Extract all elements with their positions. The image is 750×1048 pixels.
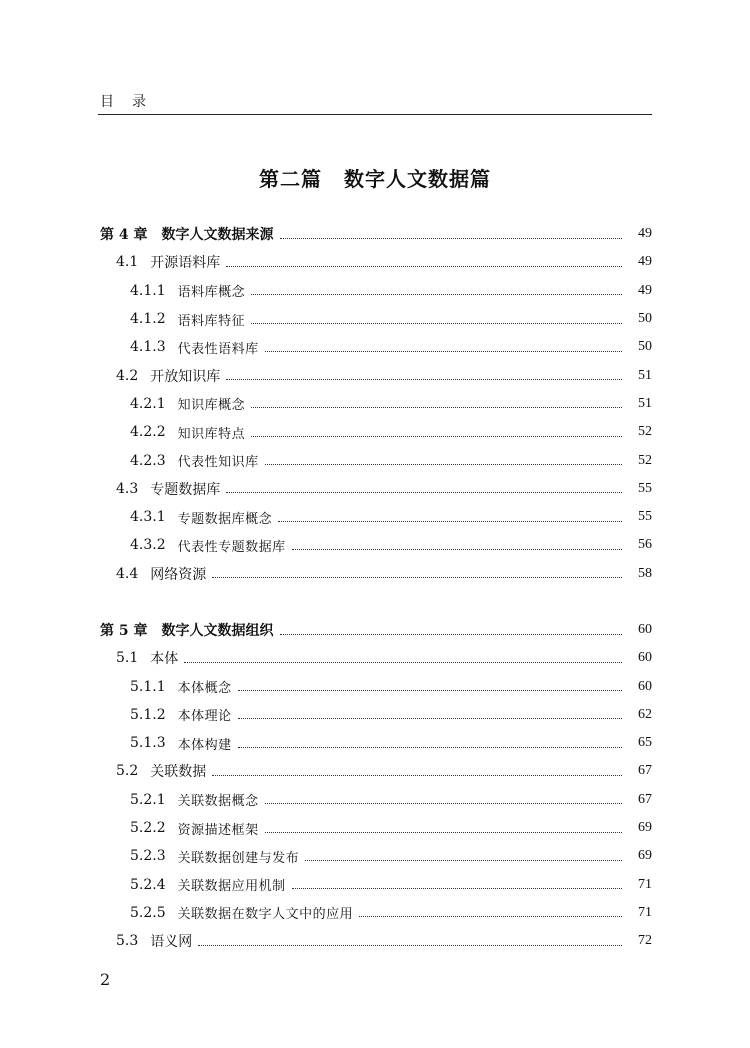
- toc-entry-number: 5.2.1: [130, 791, 166, 808]
- toc-entry[interactable]: [100, 503, 652, 531]
- toc-entry-title: 数字人文数据组织: [161, 623, 274, 639]
- dot-leader: [305, 846, 622, 861]
- toc-entry-number: 4.1: [116, 254, 139, 271]
- dot-leader: [251, 393, 622, 408]
- toc-entry-title: 开放知识库: [150, 368, 221, 385]
- toc-entry-title: 关联数据在数字人文中的应用: [177, 907, 354, 923]
- toc-entry-page: 71: [638, 904, 652, 920]
- toc-entry-page: 67: [638, 791, 652, 807]
- toc-entry[interactable]: [100, 560, 652, 588]
- toc-entry-page: 71: [638, 876, 652, 892]
- toc-entry-number: 第 5 章: [100, 623, 148, 639]
- toc-entry-number: 5.2.5: [130, 904, 166, 921]
- dot-leader: [212, 761, 622, 776]
- part-title: [0, 163, 750, 192]
- dot-leader: [238, 676, 622, 691]
- toc-entry-number: 5.2.2: [130, 820, 166, 837]
- toc-entry[interactable]: [100, 305, 652, 333]
- toc-entry-page: 72: [638, 933, 652, 949]
- toc-entry[interactable]: [100, 531, 652, 559]
- toc-entry[interactable]: [100, 814, 652, 842]
- toc-entry-number: 5.1.3: [130, 735, 166, 752]
- toc-entry-number: 第 4 章: [100, 227, 148, 244]
- dot-leader: [292, 874, 622, 889]
- toc-entry-page: 69: [638, 848, 652, 864]
- toc-entry-number: 5.3: [116, 933, 139, 950]
- dot-leader: [280, 620, 623, 635]
- toc-entry-page: 62: [638, 706, 652, 722]
- toc-entry-number: 5.1.1: [130, 678, 166, 695]
- toc-entry-title: 语料库特征: [177, 313, 246, 329]
- toc-entry-page: 67: [638, 763, 652, 779]
- toc-entry[interactable]: [100, 786, 652, 814]
- dot-leader: [238, 733, 622, 748]
- toc-entry-number: 5.2.3: [130, 848, 166, 865]
- toc-entry-title: 专题数据库: [150, 481, 221, 498]
- toc-entry-page: 55: [638, 509, 652, 525]
- toc-entry-number: 4.2: [116, 367, 139, 384]
- toc-entry-page: 52: [638, 424, 652, 440]
- toc-entry-number: 4.2.3: [130, 452, 166, 469]
- part-label: 第二篇: [259, 167, 322, 191]
- toc-entry-page: 51: [638, 395, 652, 411]
- toc-entry[interactable]: [100, 475, 652, 503]
- dot-leader: [251, 422, 622, 437]
- toc-entry-page: 49: [638, 226, 652, 242]
- dot-leader: [226, 365, 622, 380]
- toc-entry[interactable]: [100, 418, 652, 446]
- toc-entry[interactable]: [100, 729, 652, 757]
- page-number: 2: [100, 970, 111, 989]
- toc-entry-number: 5.1: [116, 650, 139, 667]
- toc-entry-number: 4.1.2: [130, 311, 166, 328]
- toc-entry-title: 代表性专题数据库: [177, 539, 286, 555]
- toc-entry-title: 关联数据创建与发布: [177, 850, 300, 866]
- toc-entry-page: 55: [638, 480, 652, 496]
- toc-entry[interactable]: [100, 446, 652, 474]
- toc-entry-number: 5.2.4: [130, 876, 166, 893]
- toc-entry-page: 58: [638, 565, 652, 581]
- toc-entry[interactable]: [100, 927, 652, 955]
- toc-entry[interactable]: [100, 871, 652, 899]
- toc-entry[interactable]: [100, 333, 652, 361]
- dot-leader: [184, 648, 622, 663]
- header-left: 目: [100, 94, 116, 110]
- toc-entry-title: 关联数据概念: [177, 794, 259, 810]
- header-right: 录: [132, 94, 148, 110]
- toc-entry-title: 知识库特点: [177, 426, 246, 442]
- dot-leader: [280, 224, 623, 239]
- toc-chapter-entry[interactable]: [100, 616, 652, 644]
- toc-entry[interactable]: [100, 277, 652, 305]
- toc-entry[interactable]: [100, 842, 652, 870]
- toc-entry-title: 网络资源: [150, 566, 207, 583]
- toc-entry-number: 4.3.2: [130, 537, 166, 554]
- toc-entry-number: 4.2.2: [130, 424, 166, 441]
- toc-entry-number: 4.3: [116, 480, 139, 497]
- dot-leader: [251, 280, 622, 295]
- toc-entry-title: 语义网: [150, 934, 193, 951]
- dot-leader: [238, 704, 622, 719]
- toc-entry-title: 语料库概念: [177, 285, 246, 301]
- table-of-contents: [100, 220, 652, 955]
- toc-entry-page: 50: [638, 339, 652, 355]
- toc-entry-page: 56: [638, 537, 652, 553]
- dot-leader: [212, 563, 622, 578]
- toc-entry[interactable]: [100, 757, 652, 785]
- toc-entry-title: 代表性语料库: [177, 341, 259, 357]
- toc-entry-title: 本体概念: [177, 681, 232, 697]
- toc-entry-title: 本体理论: [177, 709, 232, 725]
- toc-entry-page: 60: [638, 650, 652, 666]
- toc-entry-number: 4.4: [116, 565, 139, 582]
- toc-entry[interactable]: [100, 672, 652, 700]
- toc-entry-page: 52: [638, 452, 652, 468]
- part-name: 数字人文数据篇: [344, 167, 491, 191]
- toc-entry-title: 本体: [150, 651, 179, 668]
- toc-entry-page: 60: [638, 622, 652, 637]
- toc-entry-title: 知识库概念: [177, 398, 246, 414]
- dot-leader: [278, 507, 622, 522]
- toc-entry-page: 69: [638, 820, 652, 836]
- toc-entry-number: 5.1.2: [130, 706, 166, 723]
- toc-entry-page: 60: [638, 678, 652, 694]
- toc-entry-page: 65: [638, 735, 652, 751]
- toc-entry-page: 49: [638, 254, 652, 270]
- dot-leader: [265, 337, 622, 352]
- dot-leader: [265, 450, 622, 465]
- dot-leader: [198, 931, 622, 946]
- toc-entry-title: 开源语料库: [150, 255, 221, 272]
- toc-entry-title: 代表性知识库: [177, 455, 259, 471]
- dot-leader: [226, 478, 622, 493]
- toc-entry-title: 本体构建: [177, 737, 232, 753]
- toc-entry-page: 49: [638, 282, 652, 298]
- dot-leader: [359, 902, 622, 917]
- toc-entry-title: 数字人文数据来源: [161, 227, 274, 244]
- toc-entry-title: 关联数据: [150, 764, 207, 781]
- toc-entry-number: 4.2.1: [130, 395, 166, 412]
- toc-entry-title: 关联数据应用机制: [177, 879, 286, 895]
- toc-entry[interactable]: [100, 644, 652, 672]
- toc-entry-page: 50: [638, 311, 652, 327]
- toc-entry-number: 4.1.3: [130, 339, 166, 356]
- dot-leader: [251, 309, 622, 324]
- dot-leader: [226, 252, 622, 267]
- toc-entry-title: 专题数据库概念: [177, 511, 273, 527]
- running-header: [100, 91, 148, 111]
- dot-leader: [265, 818, 622, 833]
- header-divider: [98, 114, 652, 115]
- dot-leader: [265, 789, 622, 804]
- toc-entry[interactable]: [100, 361, 652, 389]
- toc-entry-page: 51: [638, 367, 652, 383]
- toc-entry[interactable]: [100, 701, 652, 729]
- toc-entry-number: 4.1.1: [130, 282, 166, 299]
- toc-entry-title: 资源描述框架: [177, 822, 259, 838]
- dot-leader: [292, 535, 622, 550]
- toc-entry[interactable]: [100, 390, 652, 418]
- toc-chapter-entry[interactable]: [100, 220, 652, 248]
- toc-entry-number: 5.2: [116, 763, 139, 780]
- toc-entry[interactable]: [100, 899, 652, 927]
- toc-entry-number: 4.3.1: [130, 509, 166, 526]
- toc-entry[interactable]: [100, 248, 652, 276]
